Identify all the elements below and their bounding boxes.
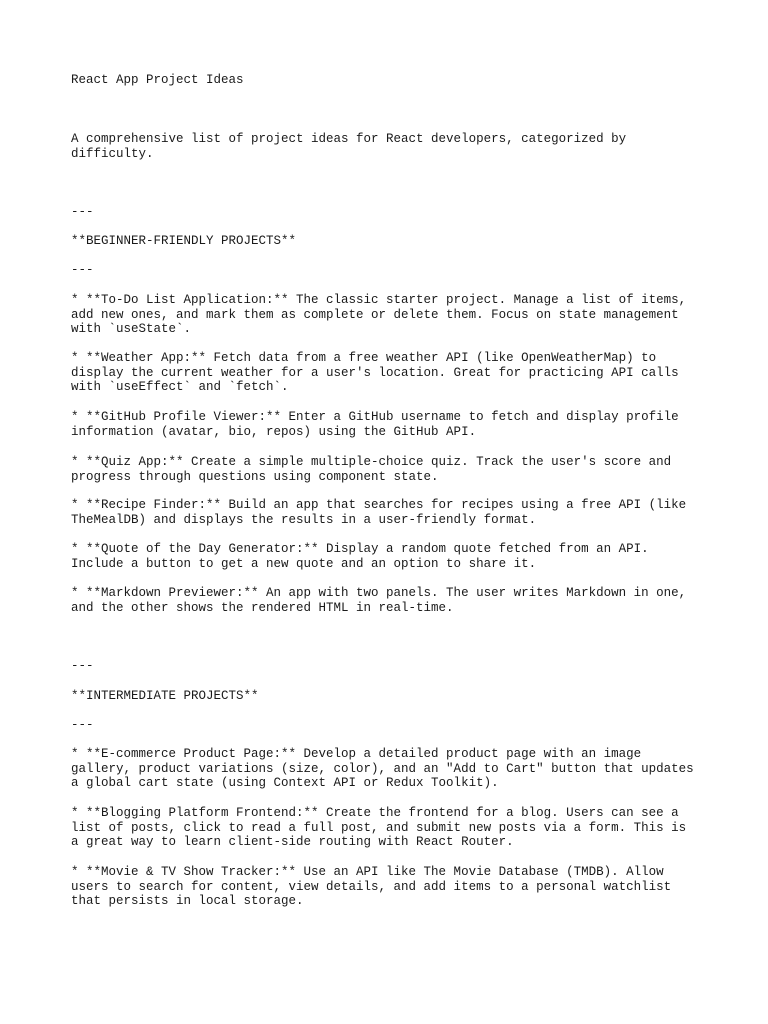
doc-title: React App Project Ideas (71, 73, 244, 87)
section-heading-beginner: **BEGINNER-FRIENDLY PROJECTS** (71, 234, 297, 248)
list-item: * **Movie & TV Show Tracker:** Use an API like The Movie Database (TMDB). Allow users to search for content, view details, and add items to a personal watchlist that persists in local storage. (71, 865, 672, 909)
list-item: * **Blogging Platform Frontend:** Create the frontend for a blog. Users can see a list of posts, click to read a full post, and submit new posts via a form. This is a great way to learn client-side routing with React Router. (71, 806, 687, 850)
list-item: * **Quiz App:** Create a simple multiple-choice quiz. Track the user's score and progress through questions using component state. (71, 455, 672, 484)
list-item: * **GitHub Profile Viewer:** Enter a GitHub username to fetch and display profile information (avatar, bio, repos) using the GitHub API. (71, 410, 679, 439)
list-item: * **To-Do List Application:** The classic starter project. Manage a list of items, add new ones, and mark them as complete or delete them. Focus on state management with `useState`. (71, 293, 687, 337)
section-rule-bottom: --- (71, 263, 94, 277)
list-item: * **Weather App:** Fetch data from a free weather API (like OpenWeatherMap) to display the current weather for a user's location. Great for practicing API calls with `useEffect` and `fetch`. (71, 351, 679, 395)
list-item: * **Quote of the Day Generator:** Display a random quote fetched from an API. Include a button to get a new quote and an option to share it. (71, 542, 649, 571)
section-heading-intermediate: **INTERMEDIATE PROJECTS** (71, 689, 259, 703)
list-item: * **Recipe Finder:** Build an app that searches for recipes using a free API (like TheMealDB) and displays the results in a user-friendly format. (71, 498, 687, 527)
section-rule-top: --- (71, 659, 94, 673)
section-rule-bottom: --- (71, 718, 94, 732)
list-item: * **E-commerce Product Page:** Develop a detailed product page with an image gallery, product variations (size, color), and an "Add to Cart" button that updates a global cart state (using Context API or Redux Toolkit). (71, 747, 694, 791)
document-page (71, 0, 711, 909)
doc-intro: A comprehensive list of project ideas for React developers, categorized by difficulty. (71, 132, 627, 161)
section-rule-top: --- (71, 205, 94, 219)
list-item: * **Markdown Previewer:** An app with two panels. The user writes Markdown in one, and the other shows the rendered HTML in real-time. (71, 586, 687, 615)
